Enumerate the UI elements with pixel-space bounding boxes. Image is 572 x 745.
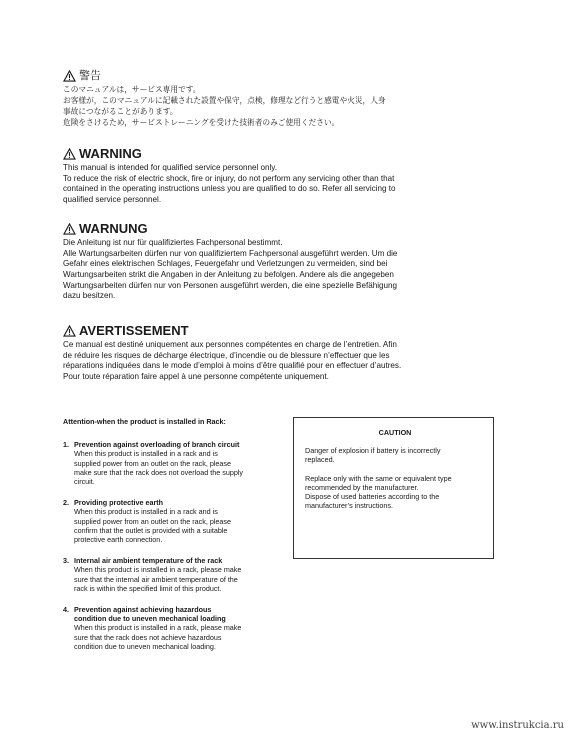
rack-attention-section (63, 417, 283, 663)
warning-triangle-icon (63, 325, 76, 337)
warning-section-french (63, 324, 518, 383)
body-line: お客様が，このマニュアルに記載された設置や保守，点検，修理など行うと感電や火災，人身 (63, 96, 386, 106)
body-line: Gefahr eines elektrischen Schlages, Feuergefahr und Verletzungen zu vermeiden, sind bei (63, 259, 388, 269)
body-line: Pour toute réparation faire appel à une personne compétente uniquement. (63, 372, 329, 382)
caution-line: Replace only with the same or equivalent type (305, 473, 452, 483)
caution-line: recommended by the manufacturer. (305, 482, 419, 492)
list-item (63, 498, 283, 544)
list-item-title (63, 440, 283, 449)
body-line: de réduire les risques de décharge électrique, d’incendie ou de blessure n’effectuer que les (63, 350, 390, 360)
title-line: Prevention against overloading of branch circuit (74, 440, 240, 450)
caution-line: Danger of explosion if battery is incorrectly (305, 446, 441, 456)
warning-section-english (63, 147, 518, 206)
body-line: qualified service personnel. (63, 195, 162, 205)
section-body (63, 238, 518, 302)
title-line: Internal air ambient temperature of the rack (74, 556, 223, 566)
body-line: Alle Wartungsarbeiten dürfen nur von qualifiziertem Fachpersonal ausgeführt werden. Um die (63, 248, 398, 258)
section-heading (63, 324, 518, 338)
body-line: sure that the internal air ambient temperature of the (74, 574, 238, 584)
list-number: 4. (63, 605, 69, 615)
warning-section-japanese (63, 70, 518, 128)
body-line: 危険をさけるため，サービストレーニングを受けた技術者のみご使用ください。 (63, 118, 340, 128)
heading-text: WARNING (79, 146, 142, 161)
list-item-title (63, 605, 283, 623)
section-body (63, 340, 518, 382)
body-line: make sure that the rack does not overload the supply (74, 467, 244, 477)
section-heading (63, 70, 518, 82)
section-body (63, 84, 518, 128)
section-heading (63, 222, 518, 236)
body-line: When this product is installed in a rack and is (74, 449, 218, 459)
list-item-body (63, 449, 283, 486)
caution-line: replaced. (305, 455, 335, 465)
body-line: When this product is installed in a rack and is (74, 507, 218, 517)
body-line: Wartungsarbeiten strikt die Angaben in der Anleitung zu befolgen. Andere als die angegeben (63, 270, 394, 280)
caution-title: CAUTION (378, 428, 412, 437)
warning-triangle-icon (63, 148, 76, 160)
list-number: 2. (63, 498, 69, 508)
list-item-body (63, 623, 283, 651)
body-line: rack is within the specified limit of this product. (74, 583, 222, 593)
section-heading (63, 147, 518, 161)
body-line: circuit. (74, 477, 95, 487)
caution-line: Dispose of used batteries according to the (305, 492, 440, 502)
warning-section-german (63, 222, 518, 302)
list-item (63, 440, 283, 486)
body-line: Wartungsarbeiten dürfen nur von Personen ausgeführt werden, die eine spezielle Befähigung (63, 280, 398, 290)
section-body (63, 163, 518, 205)
title-line: Prevention against achieving hazardous (74, 605, 212, 615)
list-item-body (63, 507, 283, 544)
list-item (63, 556, 283, 593)
warning-triangle-icon (63, 70, 76, 82)
body-line: When this product is installed in a rack, please make (74, 565, 242, 575)
heading-text: WARNUNG (79, 221, 148, 236)
list-item-title (63, 556, 283, 565)
body-line: supplied power from an outlet on the rack, please (74, 458, 232, 468)
warning-triangle-icon (63, 223, 76, 235)
rack-title: Attention-when the product is installed in Rack: (63, 417, 226, 426)
list-item (63, 605, 283, 651)
body-line: supplied power from an outlet on the rack, please (74, 516, 232, 526)
body-line: condition due to uneven mechanical loading. (74, 641, 216, 651)
body-line: This manual is intended for qualified service personnel only. (63, 163, 278, 173)
body-line: 事故につながることがあります。 (63, 107, 178, 117)
body-line: When this product is installed in a rack, please make (74, 623, 242, 633)
body-line: Die Anleitung ist nur für qualifiziertes Fachpersonal bestimmt. (63, 238, 283, 248)
list-number: 1. (63, 440, 69, 450)
title-line: Providing protective earth (74, 498, 164, 508)
body-line: contained in the operating instructions unless you are qualified to do so. Refer all servicing to (63, 184, 396, 194)
body-line: protective earth connection. (74, 535, 163, 545)
body-line: このマニュアルは，サービス専用です。 (63, 85, 201, 95)
title-line: condition due to uneven mechanical loading (74, 614, 226, 624)
body-line: réparations indiquées dans le mode d’emploi à moins d’être qualifié pour en effectuer d’autres. (63, 361, 402, 371)
list-item-title (63, 498, 283, 507)
body-line: dazu besitzen. (63, 291, 116, 301)
list-number: 3. (63, 556, 69, 566)
heading-text: 警告 (79, 70, 101, 82)
body-line: Ce manual est destiné uniquement aux personnes compétentes en charge de l’entretien. Afin (63, 340, 397, 350)
caution-box (293, 417, 494, 559)
list-item-body (63, 565, 283, 593)
caution-line: manufacturer’s instructions. (305, 501, 394, 511)
watermark-text: www.instrukcia.ru (471, 720, 564, 731)
body-line: sure that the rack does not achieve hazardous (74, 632, 222, 642)
body-line: To reduce the risk of electric shock, fire or injury, do not perform any servicing other than that (63, 173, 395, 183)
heading-text: AVERTISSEMENT (79, 323, 189, 338)
body-line: confirm that the outlet is provided with a suitable (74, 525, 228, 535)
